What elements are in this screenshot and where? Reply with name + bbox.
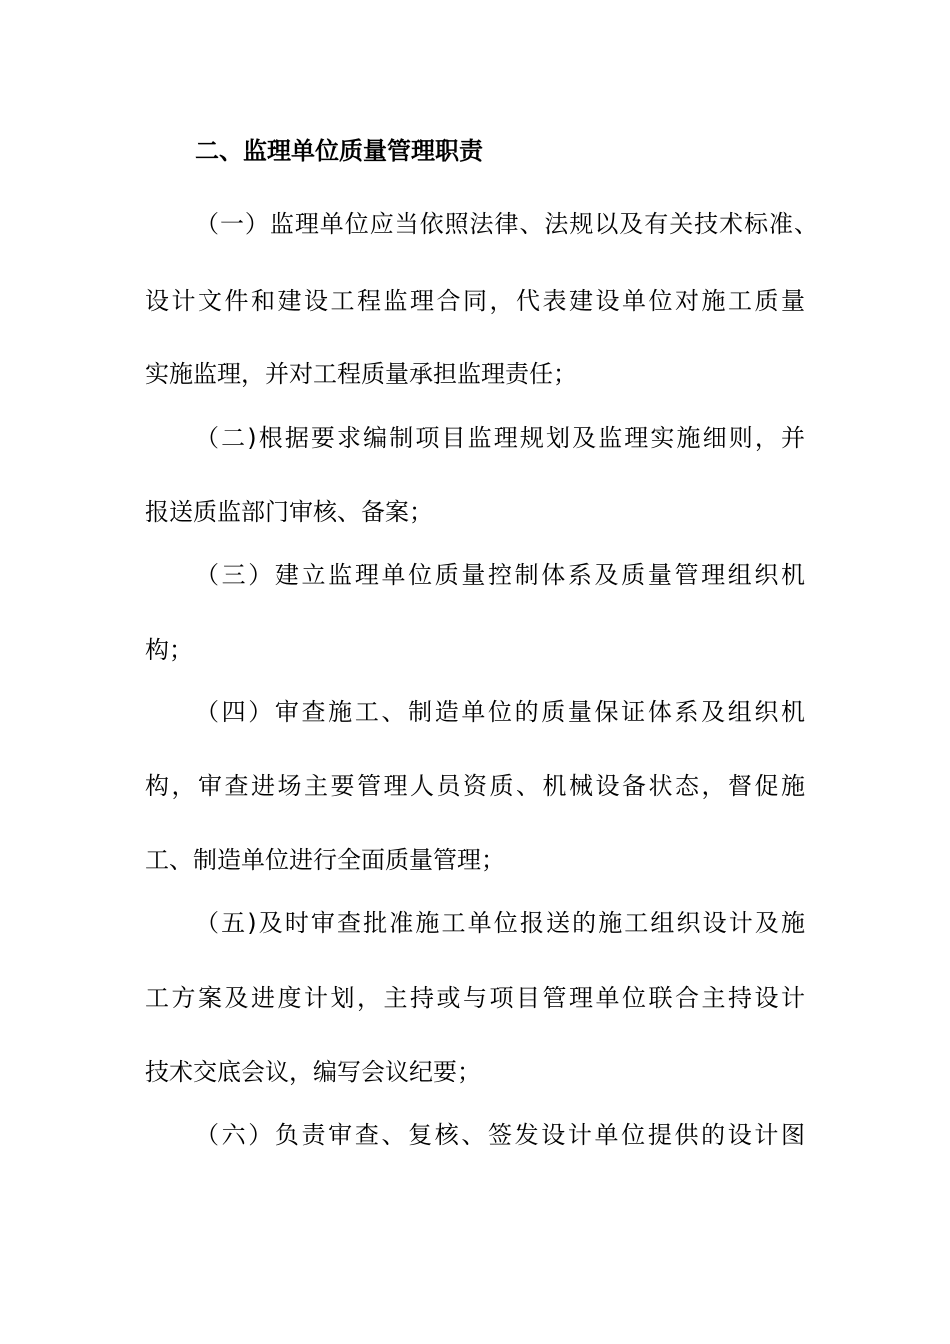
paragraph-line — [0, 354, 950, 394]
section-heading-text: 二、监理单位质量管理职责 — [195, 137, 483, 165]
paragraph-line-text: 实施监理，并对工程质量承担监理责任； — [145, 360, 577, 388]
paragraph-line-text: （二)根据要求编制项目监理规划及监理实施细则，并 — [195, 424, 808, 452]
paragraph-line — [0, 766, 950, 806]
paragraph-line — [0, 555, 950, 595]
paragraph-line-text: 构，审查进场主要管理人员资质、机械设备状态，督促施 — [145, 772, 808, 800]
paragraph-line — [0, 1115, 950, 1155]
paragraph-line-text: （三）建立监理单位质量控制体系及质量管理组织机 — [195, 561, 808, 589]
paragraph-line — [0, 692, 950, 732]
paragraph-line — [0, 281, 950, 321]
paragraph-line — [0, 903, 950, 943]
paragraph-line-text: （六）负责审查、复核、签发设计单位提供的设计图 — [195, 1121, 808, 1149]
paragraph-line-text: （一）监理单位应当依照法律、法规以及有关技术标准、 — [195, 210, 819, 238]
paragraph-line-text: 工方案及进度计划，主持或与项目管理单位联合主持设计 — [145, 984, 808, 1012]
paragraph-line — [0, 978, 950, 1018]
paragraph-line-text: 构； — [145, 636, 193, 664]
section-heading — [0, 131, 950, 171]
paragraph-line-text: （五)及时审查批准施工单位报送的施工组织设计及施 — [195, 909, 808, 937]
paragraph-line-text: 技术交底会议，编写会议纪要； — [145, 1058, 481, 1086]
paragraph-line — [0, 204, 950, 244]
paragraph-line-text: 报送质监部门审核、备案； — [145, 498, 433, 526]
paragraph-line — [0, 418, 950, 458]
paragraph-line — [0, 1052, 950, 1092]
paragraph-line — [0, 492, 950, 532]
paragraph-line — [0, 840, 950, 880]
paragraph-line-text: 工、制造单位进行全面质量管理； — [145, 846, 505, 874]
paragraph-line-text: （四）审查施工、制造单位的质量保证体系及组织机 — [195, 698, 808, 726]
paragraph-line — [0, 630, 950, 670]
paragraph-line-text: 设计文件和建设工程监理合同，代表建设单位对施工质量 — [145, 287, 808, 315]
